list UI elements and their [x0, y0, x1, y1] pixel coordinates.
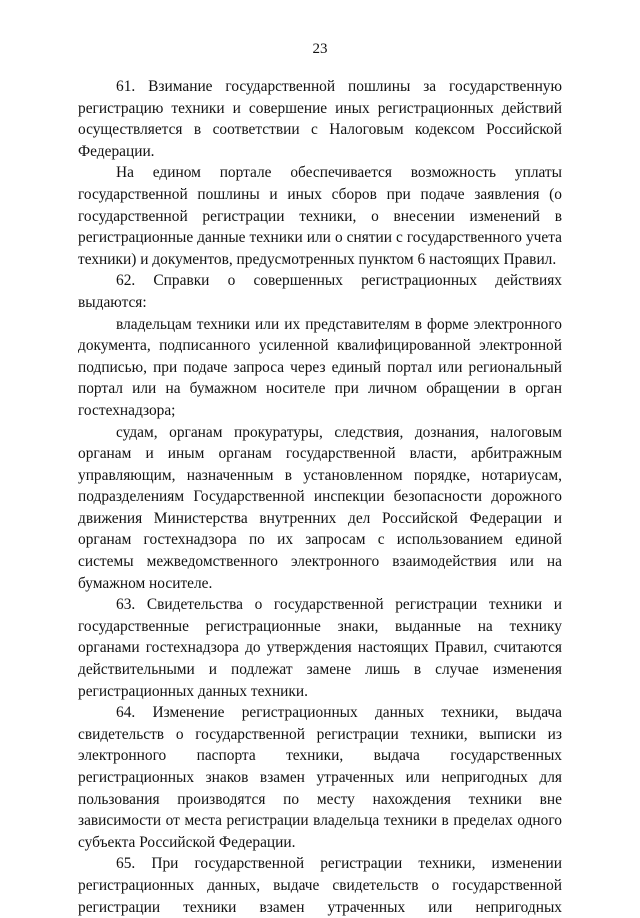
paragraph-64: 64. Изменение регистрационных данных техники, выдача свидетельств о государственной регистрации техники, выписки из электронного паспорта техники, выдача государственных регистрационных знаков взамен утраченных или непригодных для пользования производятся по месту нахождения техники вне зависимости от места регистрации владельца техники в пределах одного субъекта Российской Федерации.: [78, 704, 562, 851]
document-body: [78, 76, 562, 918]
paragraph-61-portal-payment: На едином портале обеспечивается возможность уплаты государственной пошлины и иных сборов при подаче заявления (о государственной регистрации техники, о внесении изменений в регистрационные данные техники или о снятии с государственного учета техники) и документов, предусмотренных пунктом 6 настоящих Правил.: [78, 164, 562, 268]
paragraph-65: 65. При государственной регистрации техники, изменении регистрационных данных, выдаче свидетельств о государственной регистрации техники взамен утраченных или непригодных: [78, 855, 562, 916]
paragraph-61: 61. Взимание государственной пошлины за государственную регистрацию техники и совершение иных регистрационных действий осуществляется в соответствии с Налоговым кодексом Российской Федерации.: [78, 78, 562, 160]
page-number: 23: [312, 41, 328, 57]
paragraph-62-owners: владельцам техники или их представителям в форме электронного документа, подписанного усиленной квалифицированной электронной подписью, при подаче запроса через единый портал или региональный портал или на бумажном носителе при личном обращении в орган гостехнадзора;: [78, 315, 562, 419]
paragraph-62: 62. Справки о совершенных регистрационных действиях выдаются:: [78, 272, 562, 311]
paragraph-63: 63. Свидетельства о государственной регистрации техники и государственные регистрационные знаки, выданные на технику органами гостехнадзора до утверждения настоящих Правил, считаются действительными и подлежат замене лишь в случае изменения регистрационных данных техники.: [78, 596, 562, 700]
paragraph-62-authorities: судам, органам прокуратуры, следствия, дознания, налоговым органам и иным органам государственной власти, арбитражным управляющим, назначенным в установленном порядке, нотариусам, подразделениям Государственной инспекции безопасности дорожного движения Министерства внутренних дел Российской Федерации и органам гостехнадзора по их запросам с использованием единой системы межведомственного электронного взаимодействия или на бумажном носителе.: [78, 423, 562, 592]
